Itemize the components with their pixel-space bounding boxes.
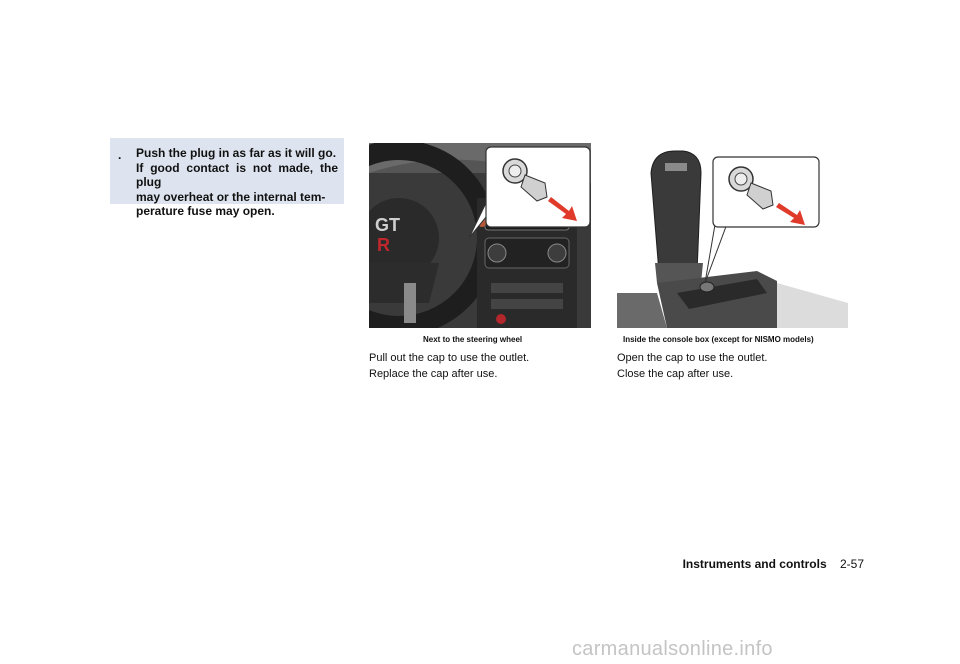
note-line: perature fuse may open. <box>136 204 275 218</box>
figure-caption: Next to the steering wheel <box>423 335 523 344</box>
note-text <box>136 146 338 219</box>
figure-instructions <box>617 350 767 382</box>
warning-note <box>110 138 344 218</box>
figure-instructions <box>369 350 529 382</box>
instruction-line: Pull out the cap to use the outlet. <box>369 352 530 364</box>
page-number: 2-57 <box>839 557 864 571</box>
note-line: If good contact is not made, the plug <box>136 160 338 189</box>
page-footer <box>683 557 864 571</box>
steering-wheel-outlet-illustration <box>369 143 591 328</box>
instruction-line: Replace the cap after use. <box>369 368 498 380</box>
svg-text:R: R <box>377 235 390 255</box>
note-line: may overheat or the internal tem- <box>136 189 326 204</box>
instruction-line: Close the cap after use. <box>617 368 734 380</box>
bullet: . <box>118 148 122 162</box>
console-box-outlet-illustration <box>617 143 848 328</box>
watermark: carmanualsonline.info <box>572 638 773 660</box>
instruction-line: Open the cap to use the outlet. <box>617 352 768 364</box>
section-title: Instruments and controls <box>682 557 827 571</box>
figure-caption: Inside the console box (except for NISMO models) <box>623 335 814 344</box>
note-line: Push the plug in as far as it will go. <box>136 146 337 160</box>
svg-text:GT: GT <box>375 215 400 235</box>
